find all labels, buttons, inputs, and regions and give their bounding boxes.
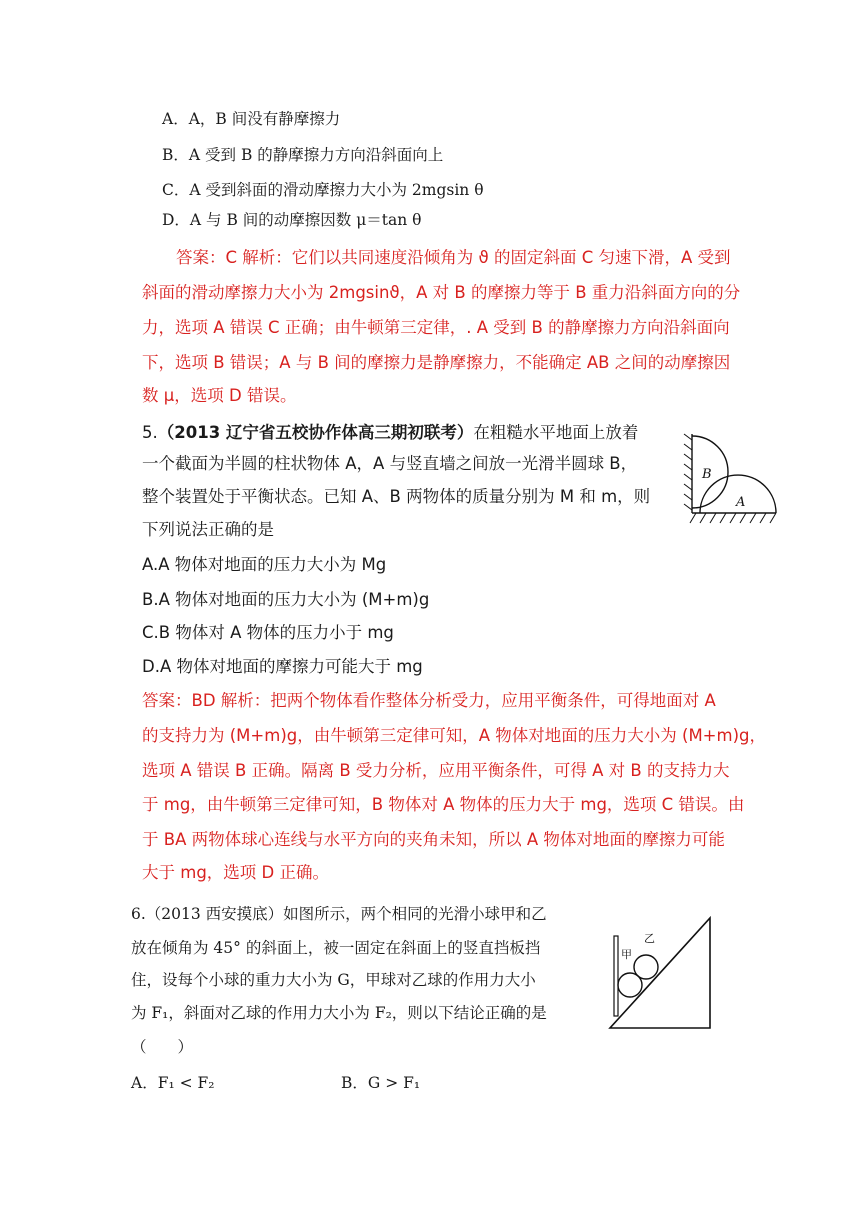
q5-option-a: A.A 物体对地面的压力大小为 Mg [142,555,387,574]
q5-stem-first: 在粗糙水平地面上放着 [473,423,639,442]
q5-answer-line-5: 于 BA 两物体球心连线与水平方向的夹角未知，所以 A 物体对地面的摩擦力可能 [142,830,725,849]
q6-stem-line-3: 住，设每个小球的重力大小为 G，甲球对乙球的作用力大小 [131,971,536,989]
q5-figure-label-b: B [702,467,712,482]
q5-answer-line-6: 大于 mg，选项 D 正确。 [142,863,329,882]
q6-figure-label-yi: 乙 [644,932,655,945]
q6-stem-line-5: （ ） [131,1038,194,1056]
q6-option-b: B．G > F₁ [341,1074,421,1092]
q5-answer-line-4: 于 mg，由牛顿第三定律可知，B 物体对 A 物体的压力大于 mg，选项 C 错误。由 [142,795,745,814]
q4-option-c: C．A 受到斜面的滑动摩擦力大小为 2mgsin θ [162,181,484,199]
q5-answer-line-1: 答案：BD 解析：把两个物体看作整体分析受力，应用平衡条件，可得地面对 A [142,691,716,710]
q5-figure [680,428,780,533]
q4-answer-line-4: 下，选项 B 错误；A 与 B 间的摩擦力是静摩擦力，不能确定 AB 之间的动摩擦因 [142,353,731,372]
q6-figure [600,908,715,1033]
q4-answer-line-2: 斜面的滑动摩擦力大小为 2mgsinϑ，A 对 B 的摩擦力等于 B 重力沿斜面方向的分 [142,283,741,302]
q5-figure-label-a: A [736,495,746,510]
q5-option-b: B.A 物体对地面的压力大小为 (M+m)g [142,590,430,609]
q6-stem-line-2: 放在倾角为 45° 的斜面上，被一固定在斜面上的竖直挡板挡 [131,939,541,957]
q5-stem-line-3: 下列说法正确的是 [142,520,274,539]
q4-option-d: D．A 与 B 间的动摩擦因数 μ＝tan θ [162,211,422,229]
q5-stem-line-2: 整个装置处于平衡状态。已知 A、B 两物体的质量分别为 M 和 m，则 [142,487,651,506]
q6-stem-line-4: 为 F₁，斜面对乙球的作用力大小为 F₂，则以下结论正确的是 [131,1004,547,1022]
q5-answer-line-3: 选项 A 错误 B 正确。隔离 B 受力分析，应用平衡条件，可得 A 对 B 的支持力大 [142,761,730,780]
q5-option-d: D.A 物体对地面的摩擦力可能大于 mg [142,657,423,676]
q4-option-a: A．A，B 间没有静摩擦力 [162,110,341,128]
q5-stem-line-1: 一个截面为半圆的柱状物体 A，A 与竖直墙之间放一光滑半圆球 B， [142,454,638,473]
q4-answer-line-3: 力，选项 A 错误 C 正确；由牛顿第三定律，. A 受到 B 的静摩擦力方向沿斜面向 [142,318,730,337]
q5-option-c: C.B 物体对 A 物体的压力小于 mg [142,623,394,642]
q6-stem-line-1: 6.（2013 西安摸底）如图所示，两个相同的光滑小球甲和乙 [131,905,547,923]
q5-answer-line-2: 的支持力为 (M+m)g，由牛顿第三定律可知，A 物体对地面的压力大小为 (M+m)g， [142,726,766,745]
q5-heading [142,425,638,442]
q5-source: （2013 辽宁省五校协作体高三期初联考） [157,423,474,442]
q4-answer-line-1: 答案：C 解析：它们以共同速度沿倾角为 ϑ 的固定斜面 C 匀速下滑，A 受到 [176,248,731,267]
q5-number: 5. [142,423,158,442]
q4-option-b: B．A 受到 B 的静摩擦力方向沿斜面向上 [162,146,444,164]
q4-answer-line-5: 数 μ，选项 D 错误。 [142,386,297,405]
q6-option-a: A．F₁ < F₂ [131,1074,215,1092]
q6-figure-label-jia: 甲 [621,948,632,961]
